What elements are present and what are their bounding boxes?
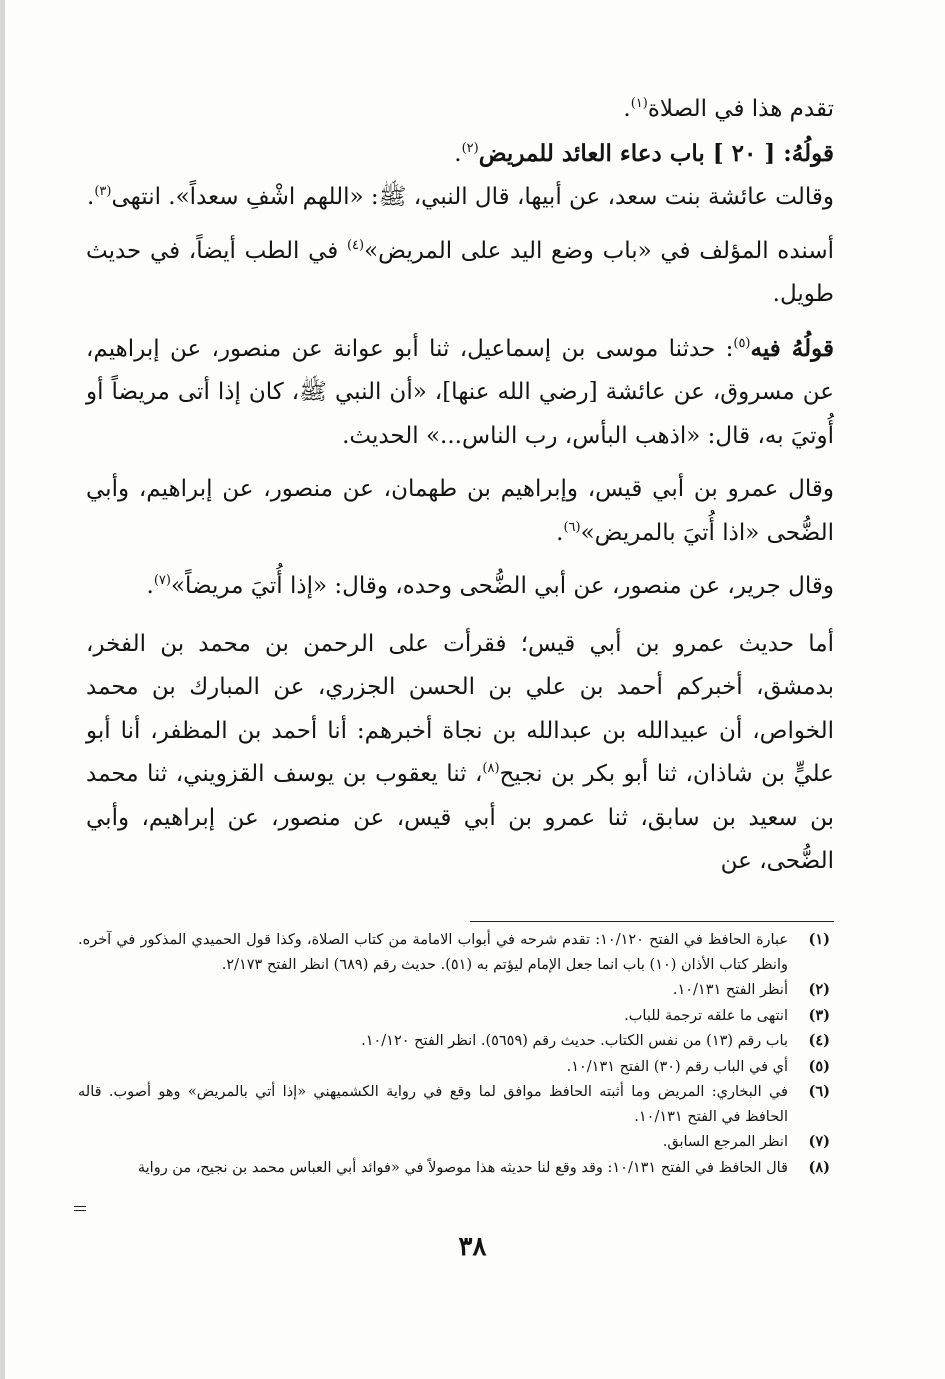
main-text-block [86,88,834,884]
footnote-item [78,1156,830,1181]
footnote-item [78,1029,830,1054]
footnote-divider [470,921,834,922]
footnote-ref-7[interactable]: (٧) [153,573,171,588]
footnote-item [78,978,830,1003]
footnote-number: (٦) [808,1083,830,1100]
paragraph-6: وقال عمرو بن أبي قيس، وإبراهيم بن طهمان، عن منصور، عن إبراهيم، وأبي الضُّحى «اذا أُتيَ بالمريض»$^{(٦)}$. [86,476,834,546]
footnote-text: عبارة الحافظ في الفتح ١٠/١٢٠: تقدم شرحه في أبواب الامامة من كتاب الصلاة، وكذا قول الحميدي المذكور في آخره. وانظر كتاب الأذان (١٠) باب انما جعل الإمام ليؤتم به (٥١). حديث رقم (٦٨٩) انظر الفتح ٢/١٧٣. [78,932,789,973]
footnote-text: باب رقم (١٣) من نفس الكتاب. حديث رقم (٥٦٥٩). انظر الفتح ١٠/١٢٠. [361,1033,788,1049]
footnote-item [78,1055,830,1080]
paragraph-1: تقدم هذا في الصلاة$^{(١)}$. [623,96,834,122]
footnote-ref-5[interactable]: (٥) [733,335,751,351]
footnote-ref-2[interactable]: (٢) [461,140,479,156]
footnote-item [78,1130,830,1155]
footnote-text: في البخاري: المريض وما أثبته الحافظ موافق لما وقع في رواية الكشميهني «إذا أتي بالمريض» وهو أصوب. قاله الحافظ في الفتح ١٠/١٣١. [78,1084,788,1125]
continuation-mark [74,1210,86,1211]
footnote-number: (٢) [808,981,830,998]
paragraph-7: وقال جرير، عن منصور، عن أبي الضُّحى وحده، وقال: «إذا أُتيَ مريضاً»$^{(٧)}$. [146,573,834,599]
footnote-number: (٨) [808,1158,830,1176]
footnote-item [78,928,830,977]
footnote-number: (٧) [808,1133,830,1150]
footnote-ref-3[interactable]: (٣) [94,184,112,199]
paragraph-5: قولُهُ فيه$^{(٥)}$: حدثنا موسى بن إسماعيل، ثنا أبو عوانة عن منصور، عن إبراهيم، عن مسروق، عن عائشة [رضي الله عنها]، «أن النبي ﷺ، كان إذا أتى مريضاً أو أُوتيَ به، قال: «اذهب البأس، رب الناس...» الحديث. [86,334,834,449]
footnote-number: (١) [808,931,830,948]
footnote-ref-8[interactable]: (٨) [482,761,500,776]
page-spine-shadow [0,0,5,1379]
paragraph-4: أسنده المؤلف في «باب وضع اليد على المريض»$^{(٤)}$ في الطب أيضاً، في حديث طويل. [86,237,834,307]
paragraph-8: أما حديث عمرو بن أبي قيس؛ فقرأت على الرحمن بن محمد بن الفخر، بدمشق، أخبركم أحمد بن علي بن الحسن الجزري، عن المبارك بن محمد الخواص، أن عبيدالله بن عبدالله بن نجاة أخبرهم: أنا أحمد بن المظفر، أنا أبو عليٍّ بن شاذان، ثنا أبو بكر بن نجيح$^{(٨)}$، ثنا يعقوب بن يوسف القزويني، ثنا محمد بن سعيد بن سابق، ثنا عمرو بن أبي قيس، عن منصور، عن إبراهيم، وأبي الضُّحى، عن [86,630,834,874]
footnotes-block [78,928,830,1181]
paragraph-2-heading: قولُهُ: [ ٢٠ ] باب دعاء العائد للمريض$^{(٢)}$. [454,139,834,167]
footnote-number: (٤) [808,1032,830,1049]
footnote-ref-6[interactable]: (٦) [563,519,581,535]
paragraph-3: وقالت عائشة بنت سعد، عن أبيها، قال النبي، ﷺ: «اللهم اشْفِ سعداً». انتهى$^{(٣)}$. [87,184,834,210]
footnote-number: (٣) [808,1006,830,1024]
footnote-number: (٥) [808,1057,830,1075]
page-number: ٣٨ [458,1232,487,1262]
footnote-ref-4[interactable]: (٤) [346,237,365,253]
footnote-text: أي في الباب رقم (٣٠) الفتح ١٠/١٣١. [566,1058,788,1075]
footnote-item [78,1080,830,1129]
footnote-item [78,1004,830,1029]
footnote-text: قال الحافظ في الفتح ١٠/١٣١: وقد وقع لنا حديثه هذا موصولاً في «فوائد أبي العباس محمد بن نجيح، من رواية [137,1159,788,1176]
continuation-mark [74,1206,86,1207]
footnote-text: انتهى ما علقه ترجمة للباب. [624,1007,788,1024]
footnote-text: أنظر الفتح ١٠/١٣١. [672,982,788,998]
footnote-ref-1[interactable]: (١) [630,96,648,111]
footnote-text: انظر المرجع السابق. [662,1134,788,1150]
